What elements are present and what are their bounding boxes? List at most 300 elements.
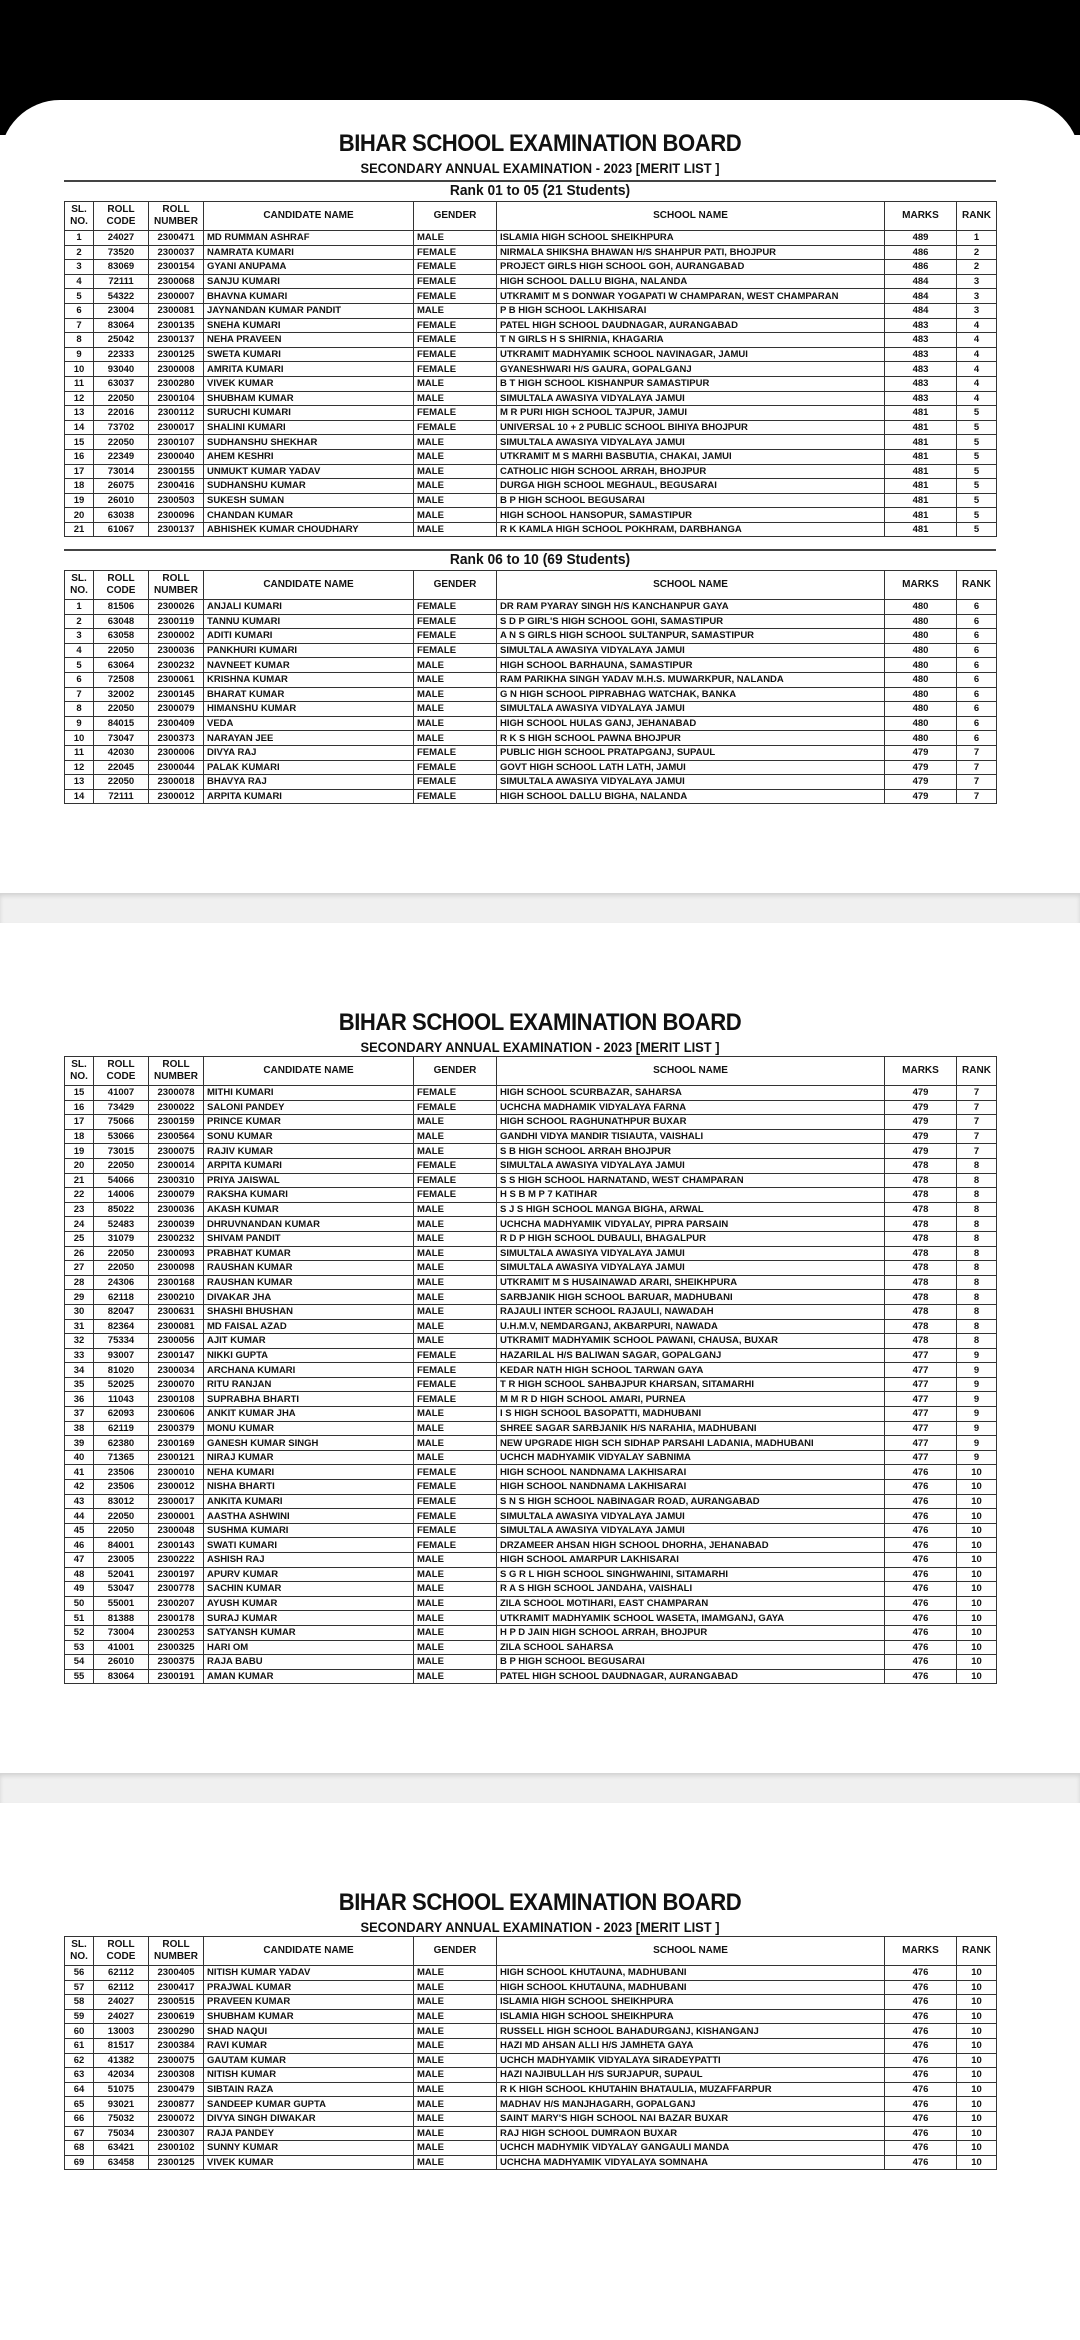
cell-roll-code: 52483 xyxy=(94,1217,149,1232)
cell-school-name: GANDHI VIDYA MANDIR TISIAUTA, VAISHALI xyxy=(497,1129,885,1144)
cell-rank: 10 xyxy=(957,1538,997,1553)
table-row xyxy=(65,1553,997,1568)
cell-gender: MALE xyxy=(414,2141,497,2156)
cell-gender: MALE xyxy=(414,2053,497,2068)
cell-school-name: ISLAMIA HIGH SCHOOL SHEIKHPURA xyxy=(497,2009,885,2024)
cell-gender: MALE xyxy=(414,1553,497,1568)
cell-roll-number: 2300137 xyxy=(149,522,204,537)
table-row xyxy=(65,629,997,644)
cell-sl-no: 19 xyxy=(65,1144,94,1159)
cell-school-name: H P D JAIN HIGH SCHOOL ARRAH, BHOJPUR xyxy=(497,1625,885,1640)
cell-school-name: HAZARILAL H/S BALIWAN SAGAR, GOPALGANJ xyxy=(497,1348,885,1363)
cell-roll-code: 73702 xyxy=(94,420,149,435)
cell-school-name: HIGH SCHOOL NANDNAMA LAKHISARAI xyxy=(497,1465,885,1480)
cell-gender: FEMALE xyxy=(414,1188,497,1203)
cell-marks: 480 xyxy=(885,614,957,629)
table-row xyxy=(65,289,997,304)
cell-sl-no: 61 xyxy=(65,2038,94,2053)
cell-marks: 476 xyxy=(885,2155,957,2170)
cell-roll-number: 2300325 xyxy=(149,1640,204,1655)
cell-school-name: ISLAMIA HIGH SCHOOL SHEIKHPURA xyxy=(497,231,885,246)
table-row xyxy=(65,347,997,362)
cell-candidate-name: SUSHMA KUMARI xyxy=(204,1523,414,1538)
cell-candidate-name: ANJALI KUMARI xyxy=(204,600,414,615)
cell-marks: 479 xyxy=(885,1086,957,1101)
cell-candidate-name: PRINCE KUMAR xyxy=(204,1115,414,1130)
cell-sl-no: 52 xyxy=(65,1625,94,1640)
cell-gender: MALE xyxy=(414,1129,497,1144)
cell-roll-code: 23005 xyxy=(94,1553,149,1568)
cell-roll-number: 2300169 xyxy=(149,1436,204,1451)
table-row xyxy=(65,1144,997,1159)
cell-marks: 479 xyxy=(885,745,957,760)
cell-sl-no: 4 xyxy=(65,643,94,658)
cell-school-name: T R HIGH SCHOOL SAHBAJPUR KHARSAN, SITAMARHI xyxy=(497,1377,885,1392)
cell-sl-no: 11 xyxy=(65,745,94,760)
cell-sl-no: 46 xyxy=(65,1538,94,1553)
merit-table xyxy=(64,201,997,537)
cell-candidate-name: SANDEEP KUMAR GUPTA xyxy=(204,2097,414,2112)
cell-rank: 4 xyxy=(957,376,997,391)
cell-roll-code: 32002 xyxy=(94,687,149,702)
cell-school-name: P B HIGH SCHOOL LAKHISARAI xyxy=(497,303,885,318)
cell-gender: MALE xyxy=(414,303,497,318)
cell-candidate-name: NEHA PRAVEEN xyxy=(204,333,414,348)
cell-marks: 481 xyxy=(885,508,957,523)
table-row xyxy=(65,1275,997,1290)
cell-candidate-name: GANESH KUMAR SINGH xyxy=(204,1436,414,1451)
cell-roll-code: 62093 xyxy=(94,1407,149,1422)
cell-sl-no: 9 xyxy=(65,716,94,731)
cell-candidate-name: SHASHI BHUSHAN xyxy=(204,1304,414,1319)
table-row xyxy=(65,1231,997,1246)
cell-roll-code: 84015 xyxy=(94,716,149,731)
cell-school-name: HIGH SCHOOL BARHAUNA, SAMASTIPUR xyxy=(497,658,885,673)
cell-marks: 476 xyxy=(885,2141,957,2156)
cell-sl-no: 67 xyxy=(65,2126,94,2141)
cell-roll-number: 2300631 xyxy=(149,1304,204,1319)
cell-school-name: HIGH SCHOOL NANDNAMA LAKHISARAI xyxy=(497,1480,885,1495)
cell-roll-number: 2300040 xyxy=(149,449,204,464)
cell-roll-number: 2300017 xyxy=(149,1494,204,1509)
cell-school-name: ISLAMIA HIGH SCHOOL SHEIKHPURA xyxy=(497,1995,885,2010)
table-row xyxy=(65,1980,997,1995)
cell-roll-number: 2300479 xyxy=(149,2082,204,2097)
cell-gender: MALE xyxy=(414,2126,497,2141)
table-row xyxy=(65,1509,997,1524)
cell-sl-no: 14 xyxy=(65,789,94,804)
cell-school-name: SIMULTALA AWASIYA VIDYALAYA JAMUI xyxy=(497,643,885,658)
cell-candidate-name: NITISH KUMAR YADAV xyxy=(204,1966,414,1981)
cell-candidate-name: PANKHURI KUMARI xyxy=(204,643,414,658)
cell-roll-number: 2300290 xyxy=(149,2024,204,2039)
cell-gender: MALE xyxy=(414,1275,497,1290)
cell-rank: 8 xyxy=(957,1319,997,1334)
cell-sl-no: 6 xyxy=(65,672,94,687)
table-row xyxy=(65,672,997,687)
cell-gender: MALE xyxy=(414,1436,497,1451)
cell-gender: MALE xyxy=(414,231,497,246)
cell-marks: 476 xyxy=(885,2097,957,2112)
cell-roll-code: 23004 xyxy=(94,303,149,318)
cell-rank: 10 xyxy=(957,1553,997,1568)
cell-sl-no: 45 xyxy=(65,1523,94,1538)
cell-marks: 476 xyxy=(885,1553,957,1568)
cell-rank: 4 xyxy=(957,347,997,362)
cell-candidate-name: SUDHANSHU KUMAR xyxy=(204,479,414,494)
table-row xyxy=(65,1655,997,1670)
cell-rank: 10 xyxy=(957,1655,997,1670)
cell-rank: 6 xyxy=(957,702,997,717)
cell-candidate-name: SHIVAM PANDIT xyxy=(204,1231,414,1246)
cell-sl-no: 33 xyxy=(65,1348,94,1363)
cell-marks: 477 xyxy=(885,1421,957,1436)
cell-gender: FEMALE xyxy=(414,789,497,804)
cell-candidate-name: VIVEK KUMAR xyxy=(204,2155,414,2170)
cell-gender: FEMALE xyxy=(414,333,497,348)
cell-sl-no: 26 xyxy=(65,1246,94,1261)
cell-gender: MALE xyxy=(414,2038,497,2053)
cell-rank: 10 xyxy=(957,1567,997,1582)
cell-roll-code: 55001 xyxy=(94,1596,149,1611)
cell-marks: 476 xyxy=(885,1494,957,1509)
document-page-1 xyxy=(0,100,1080,893)
cell-gender: MALE xyxy=(414,464,497,479)
cell-roll-code: 22050 xyxy=(94,775,149,790)
cell-sl-no: 9 xyxy=(65,347,94,362)
cell-roll-number: 2300075 xyxy=(149,2053,204,2068)
cell-marks: 476 xyxy=(885,2024,957,2039)
table-row xyxy=(65,362,997,377)
cell-roll-number: 2300178 xyxy=(149,1611,204,1626)
cell-gender: MALE xyxy=(414,658,497,673)
cell-rank: 7 xyxy=(957,1115,997,1130)
cell-sl-no: 18 xyxy=(65,1129,94,1144)
cell-gender: FEMALE xyxy=(414,1173,497,1188)
cell-rank: 7 xyxy=(957,745,997,760)
cell-sl-no: 54 xyxy=(65,1655,94,1670)
table-row xyxy=(65,1304,997,1319)
table-row xyxy=(65,1995,997,2010)
cell-gender: FEMALE xyxy=(414,1465,497,1480)
cell-candidate-name: RAJA BABU xyxy=(204,1655,414,1670)
cell-roll-number: 2300119 xyxy=(149,614,204,629)
cell-roll-code: 75032 xyxy=(94,2111,149,2126)
cell-rank: 8 xyxy=(957,1304,997,1319)
cell-candidate-name: ARPITA KUMARI xyxy=(204,1158,414,1173)
cell-candidate-name: MD RUMMAN ASHRAF xyxy=(204,231,414,246)
header-school-name: SCHOOL NAME xyxy=(497,1937,885,1966)
cell-roll-code: 75034 xyxy=(94,2126,149,2141)
cell-roll-number: 2300036 xyxy=(149,1202,204,1217)
cell-rank: 8 xyxy=(957,1173,997,1188)
table-row xyxy=(65,1115,997,1130)
cell-sl-no: 16 xyxy=(65,449,94,464)
cell-roll-number: 2300778 xyxy=(149,1582,204,1597)
table-row xyxy=(65,1436,997,1451)
cell-sl-no: 62 xyxy=(65,2053,94,2068)
table-header-row xyxy=(65,571,997,600)
cell-candidate-name: MITHI KUMARI xyxy=(204,1086,414,1101)
cell-school-name: S J S HIGH SCHOOL MANGA BIGHA, ARWAL xyxy=(497,1202,885,1217)
cell-candidate-name: ARCHANA KUMARI xyxy=(204,1363,414,1378)
cell-candidate-name: AMAN KUMAR xyxy=(204,1669,414,1684)
cell-rank: 10 xyxy=(957,1494,997,1509)
cell-sl-no: 5 xyxy=(65,289,94,304)
cell-candidate-name: ARPITA KUMARI xyxy=(204,789,414,804)
cell-gender: FEMALE xyxy=(414,1509,497,1524)
cell-roll-number: 2300102 xyxy=(149,2141,204,2156)
cell-rank: 10 xyxy=(957,2068,997,2083)
cell-school-name: HIGH SCHOOL RAGHUNATHPUR BUXAR xyxy=(497,1115,885,1130)
cell-marks: 481 xyxy=(885,435,957,450)
cell-sl-no: 13 xyxy=(65,406,94,421)
cell-rank: 6 xyxy=(957,687,997,702)
cell-roll-number: 2300155 xyxy=(149,464,204,479)
header-rank: RANK xyxy=(957,571,997,600)
cell-roll-number: 2300232 xyxy=(149,658,204,673)
cell-school-name: H S B M P 7 KATIHAR xyxy=(497,1188,885,1203)
cell-roll-code: 24027 xyxy=(94,2009,149,2024)
cell-sl-no: 30 xyxy=(65,1304,94,1319)
cell-marks: 476 xyxy=(885,1596,957,1611)
cell-marks: 479 xyxy=(885,775,957,790)
table-row xyxy=(65,600,997,615)
merit-table xyxy=(64,570,997,804)
cell-sl-no: 16 xyxy=(65,1100,94,1115)
cell-sl-no: 25 xyxy=(65,1231,94,1246)
cell-gender: FEMALE xyxy=(414,245,497,260)
cell-roll-code: 22333 xyxy=(94,347,149,362)
cell-candidate-name: GAUTAM KUMAR xyxy=(204,2053,414,2068)
table-row xyxy=(65,2024,997,2039)
table-row xyxy=(65,1669,997,1684)
header-roll-code: ROLL CODE xyxy=(94,1937,149,1966)
cell-roll-code: 63458 xyxy=(94,2155,149,2170)
cell-sl-no: 7 xyxy=(65,687,94,702)
table-row xyxy=(65,643,997,658)
cell-roll-number: 2300416 xyxy=(149,479,204,494)
cell-gender: MALE xyxy=(414,391,497,406)
cell-candidate-name: NARAYAN JEE xyxy=(204,731,414,746)
table-row xyxy=(65,1421,997,1436)
cell-school-name: SIMULTALA AWASIYA VIDYALAYA JAMUI xyxy=(497,702,885,717)
cell-sl-no: 14 xyxy=(65,420,94,435)
header-sl-no: SL. NO. xyxy=(65,571,94,600)
cell-school-name: UCHCH MADHYAMIK VIDYALAYA SIRADEYPATTI xyxy=(497,2053,885,2068)
cell-marks: 478 xyxy=(885,1202,957,1217)
cell-marks: 479 xyxy=(885,1100,957,1115)
cell-roll-code: 73004 xyxy=(94,1625,149,1640)
cell-candidate-name: RAUSHAN KUMAR xyxy=(204,1275,414,1290)
cell-roll-code: 61067 xyxy=(94,522,149,537)
cell-school-name: U.H.M.V, NEMDARGANJ, AKBARPURI, NAWADA xyxy=(497,1319,885,1334)
cell-rank: 10 xyxy=(957,1611,997,1626)
cell-sl-no: 12 xyxy=(65,391,94,406)
header-candidate-name: CANDIDATE NAME xyxy=(204,571,414,600)
cell-school-name: S B HIGH SCHOOL ARRAH BHOJPUR xyxy=(497,1144,885,1159)
header-sl-no: SL. NO. xyxy=(65,1057,94,1086)
cell-roll-number: 2300026 xyxy=(149,600,204,615)
cell-roll-code: 26010 xyxy=(94,493,149,508)
table-row xyxy=(65,1538,997,1553)
cell-roll-number: 2300207 xyxy=(149,1596,204,1611)
cell-gender: MALE xyxy=(414,1421,497,1436)
cell-roll-code: 82364 xyxy=(94,1319,149,1334)
cell-rank: 5 xyxy=(957,420,997,435)
cell-roll-code: 63421 xyxy=(94,2141,149,2156)
cell-roll-number: 2300018 xyxy=(149,775,204,790)
cell-marks: 479 xyxy=(885,760,957,775)
cell-marks: 476 xyxy=(885,1655,957,1670)
cell-roll-number: 2300253 xyxy=(149,1625,204,1640)
cell-roll-number: 2300232 xyxy=(149,1231,204,1246)
cell-roll-code: 23506 xyxy=(94,1465,149,1480)
cell-candidate-name: SHALINI KUMARI xyxy=(204,420,414,435)
cell-marks: 483 xyxy=(885,391,957,406)
cell-marks: 476 xyxy=(885,2038,957,2053)
cell-marks: 476 xyxy=(885,1509,957,1524)
cell-roll-code: 22050 xyxy=(94,1509,149,1524)
cell-roll-code: 63038 xyxy=(94,508,149,523)
cell-roll-number: 2300079 xyxy=(149,702,204,717)
cell-rank: 6 xyxy=(957,658,997,673)
cell-rank: 5 xyxy=(957,406,997,421)
cell-roll-code: 14006 xyxy=(94,1188,149,1203)
cell-roll-code: 25042 xyxy=(94,333,149,348)
cell-candidate-name: AKASH KUMAR xyxy=(204,1202,414,1217)
cell-candidate-name: DIVYA RAJ xyxy=(204,745,414,760)
table-row xyxy=(65,1188,997,1203)
cell-rank: 8 xyxy=(957,1290,997,1305)
cell-gender: MALE xyxy=(414,449,497,464)
cell-rank: 8 xyxy=(957,1275,997,1290)
cell-marks: 476 xyxy=(885,1980,957,1995)
cell-marks: 476 xyxy=(885,2009,957,2024)
cell-roll-number: 2300159 xyxy=(149,1115,204,1130)
cell-school-name: RUSSELL HIGH SCHOOL BAHADURGANJ, KISHANGANJ xyxy=(497,2024,885,2039)
cell-roll-number: 2300056 xyxy=(149,1334,204,1349)
table-row xyxy=(65,1086,997,1101)
cell-sl-no: 22 xyxy=(65,1188,94,1203)
cell-school-name: UCHCHA MADHAMIK VIDYALAYA FARNA xyxy=(497,1100,885,1115)
cell-sl-no: 42 xyxy=(65,1480,94,1495)
cell-gender: MALE xyxy=(414,1231,497,1246)
cell-gender: FEMALE xyxy=(414,614,497,629)
cell-marks: 478 xyxy=(885,1158,957,1173)
cell-rank: 5 xyxy=(957,449,997,464)
table-row xyxy=(65,1392,997,1407)
exam-subtitle: SECONDARY ANNUAL EXAMINATION - 2023 [MERIT LIST ] xyxy=(360,1919,720,1935)
cell-candidate-name: RAJA PANDEY xyxy=(204,2126,414,2141)
cell-candidate-name: SWETA KUMARI xyxy=(204,347,414,362)
cell-roll-code: 31079 xyxy=(94,1231,149,1246)
cell-candidate-name: DIVYA SINGH DIWAKAR xyxy=(204,2111,414,2126)
cell-roll-code: 53066 xyxy=(94,1129,149,1144)
cell-school-name: CATHOLIC HIGH SCHOOL ARRAH, BHOJPUR xyxy=(497,464,885,479)
cell-rank: 5 xyxy=(957,522,997,537)
header-roll-number: ROLL NUMBER xyxy=(149,202,204,231)
cell-roll-code: 41001 xyxy=(94,1640,149,1655)
table-row xyxy=(65,1480,997,1495)
cell-roll-number: 2300375 xyxy=(149,1655,204,1670)
cell-rank: 10 xyxy=(957,1480,997,1495)
cell-sl-no: 15 xyxy=(65,435,94,450)
header-candidate-name: CANDIDATE NAME xyxy=(204,1057,414,1086)
table-row xyxy=(65,1363,997,1378)
cell-roll-code: 42030 xyxy=(94,745,149,760)
cell-candidate-name: SANJU KUMARI xyxy=(204,274,414,289)
cell-roll-code: 22050 xyxy=(94,1523,149,1538)
cell-school-name: HIGH SCHOOL HULAS GANJ, JEHANABAD xyxy=(497,716,885,731)
cell-roll-code: 24027 xyxy=(94,231,149,246)
cell-marks: 478 xyxy=(885,1246,957,1261)
table-row xyxy=(65,493,997,508)
document-page-3 xyxy=(0,1803,1080,2340)
cell-sl-no: 69 xyxy=(65,2155,94,2170)
cell-school-name: HIGH SCHOOL KHUTAUNA, MADHUBANI xyxy=(497,1980,885,1995)
cell-gender: FEMALE xyxy=(414,274,497,289)
cell-school-name: ZILA SCHOOL MOTIHARI, EAST CHAMPARAN xyxy=(497,1596,885,1611)
cell-candidate-name: AJIT KUMAR xyxy=(204,1334,414,1349)
cell-marks: 478 xyxy=(885,1188,957,1203)
section-heading: Rank 06 to 10 (69 Students) xyxy=(449,551,631,568)
cell-marks: 477 xyxy=(885,1392,957,1407)
cell-candidate-name: NISHA BHARTI xyxy=(204,1480,414,1495)
cell-candidate-name: NIKKI GUPTA xyxy=(204,1348,414,1363)
cell-roll-number: 2300417 xyxy=(149,1980,204,1995)
cell-marks: 480 xyxy=(885,658,957,673)
header-roll-code: ROLL CODE xyxy=(94,202,149,231)
cell-school-name: DRZAMEER AHSAN HIGH SCHOOL DHORHA, JEHANABAD xyxy=(497,1538,885,1553)
cell-sl-no: 34 xyxy=(65,1363,94,1378)
cell-marks: 477 xyxy=(885,1377,957,1392)
cell-roll-code: 52025 xyxy=(94,1377,149,1392)
cell-gender: FEMALE xyxy=(414,1158,497,1173)
cell-school-name: I S HIGH SCHOOL BASOPATTI, MADHUBANI xyxy=(497,1407,885,1422)
cell-candidate-name: SACHIN KUMAR xyxy=(204,1582,414,1597)
table-row xyxy=(65,1348,997,1363)
cell-candidate-name: AHEM KESHRI xyxy=(204,449,414,464)
cell-rank: 2 xyxy=(957,245,997,260)
cell-roll-number: 2300210 xyxy=(149,1290,204,1305)
cell-rank: 6 xyxy=(957,716,997,731)
cell-gender: FEMALE xyxy=(414,629,497,644)
table-row xyxy=(65,479,997,494)
table-row xyxy=(65,1100,997,1115)
cell-roll-code: 72111 xyxy=(94,789,149,804)
cell-sl-no: 3 xyxy=(65,629,94,644)
cell-candidate-name: SUPRABHA BHARTI xyxy=(204,1392,414,1407)
table-row xyxy=(65,231,997,246)
cell-roll-code: 41382 xyxy=(94,2053,149,2068)
cell-roll-number: 2300112 xyxy=(149,406,204,421)
cell-candidate-name: SHUBHAM KUMAR xyxy=(204,391,414,406)
cell-school-name: R K HIGH SCHOOL KHUTAHIN BHATAULIA, MUZAFFARPUR xyxy=(497,2082,885,2097)
cell-rank: 9 xyxy=(957,1450,997,1465)
cell-gender: MALE xyxy=(414,1450,497,1465)
cell-school-name: UTKRAMIT M S MARHI BASBUTIA, CHAKAI, JAMUI xyxy=(497,449,885,464)
cell-roll-number: 2300048 xyxy=(149,1523,204,1538)
cell-roll-number: 2300072 xyxy=(149,2111,204,2126)
cell-candidate-name: NIRAJ KUMAR xyxy=(204,1450,414,1465)
cell-gender: FEMALE xyxy=(414,1100,497,1115)
header-roll-number: ROLL NUMBER xyxy=(149,1937,204,1966)
cell-candidate-name: HARI OM xyxy=(204,1640,414,1655)
cell-school-name: S D P GIRL'S HIGH SCHOOL GOHI, SAMASTIPUR xyxy=(497,614,885,629)
merit-table xyxy=(64,1936,997,2170)
cell-sl-no: 3 xyxy=(65,260,94,275)
